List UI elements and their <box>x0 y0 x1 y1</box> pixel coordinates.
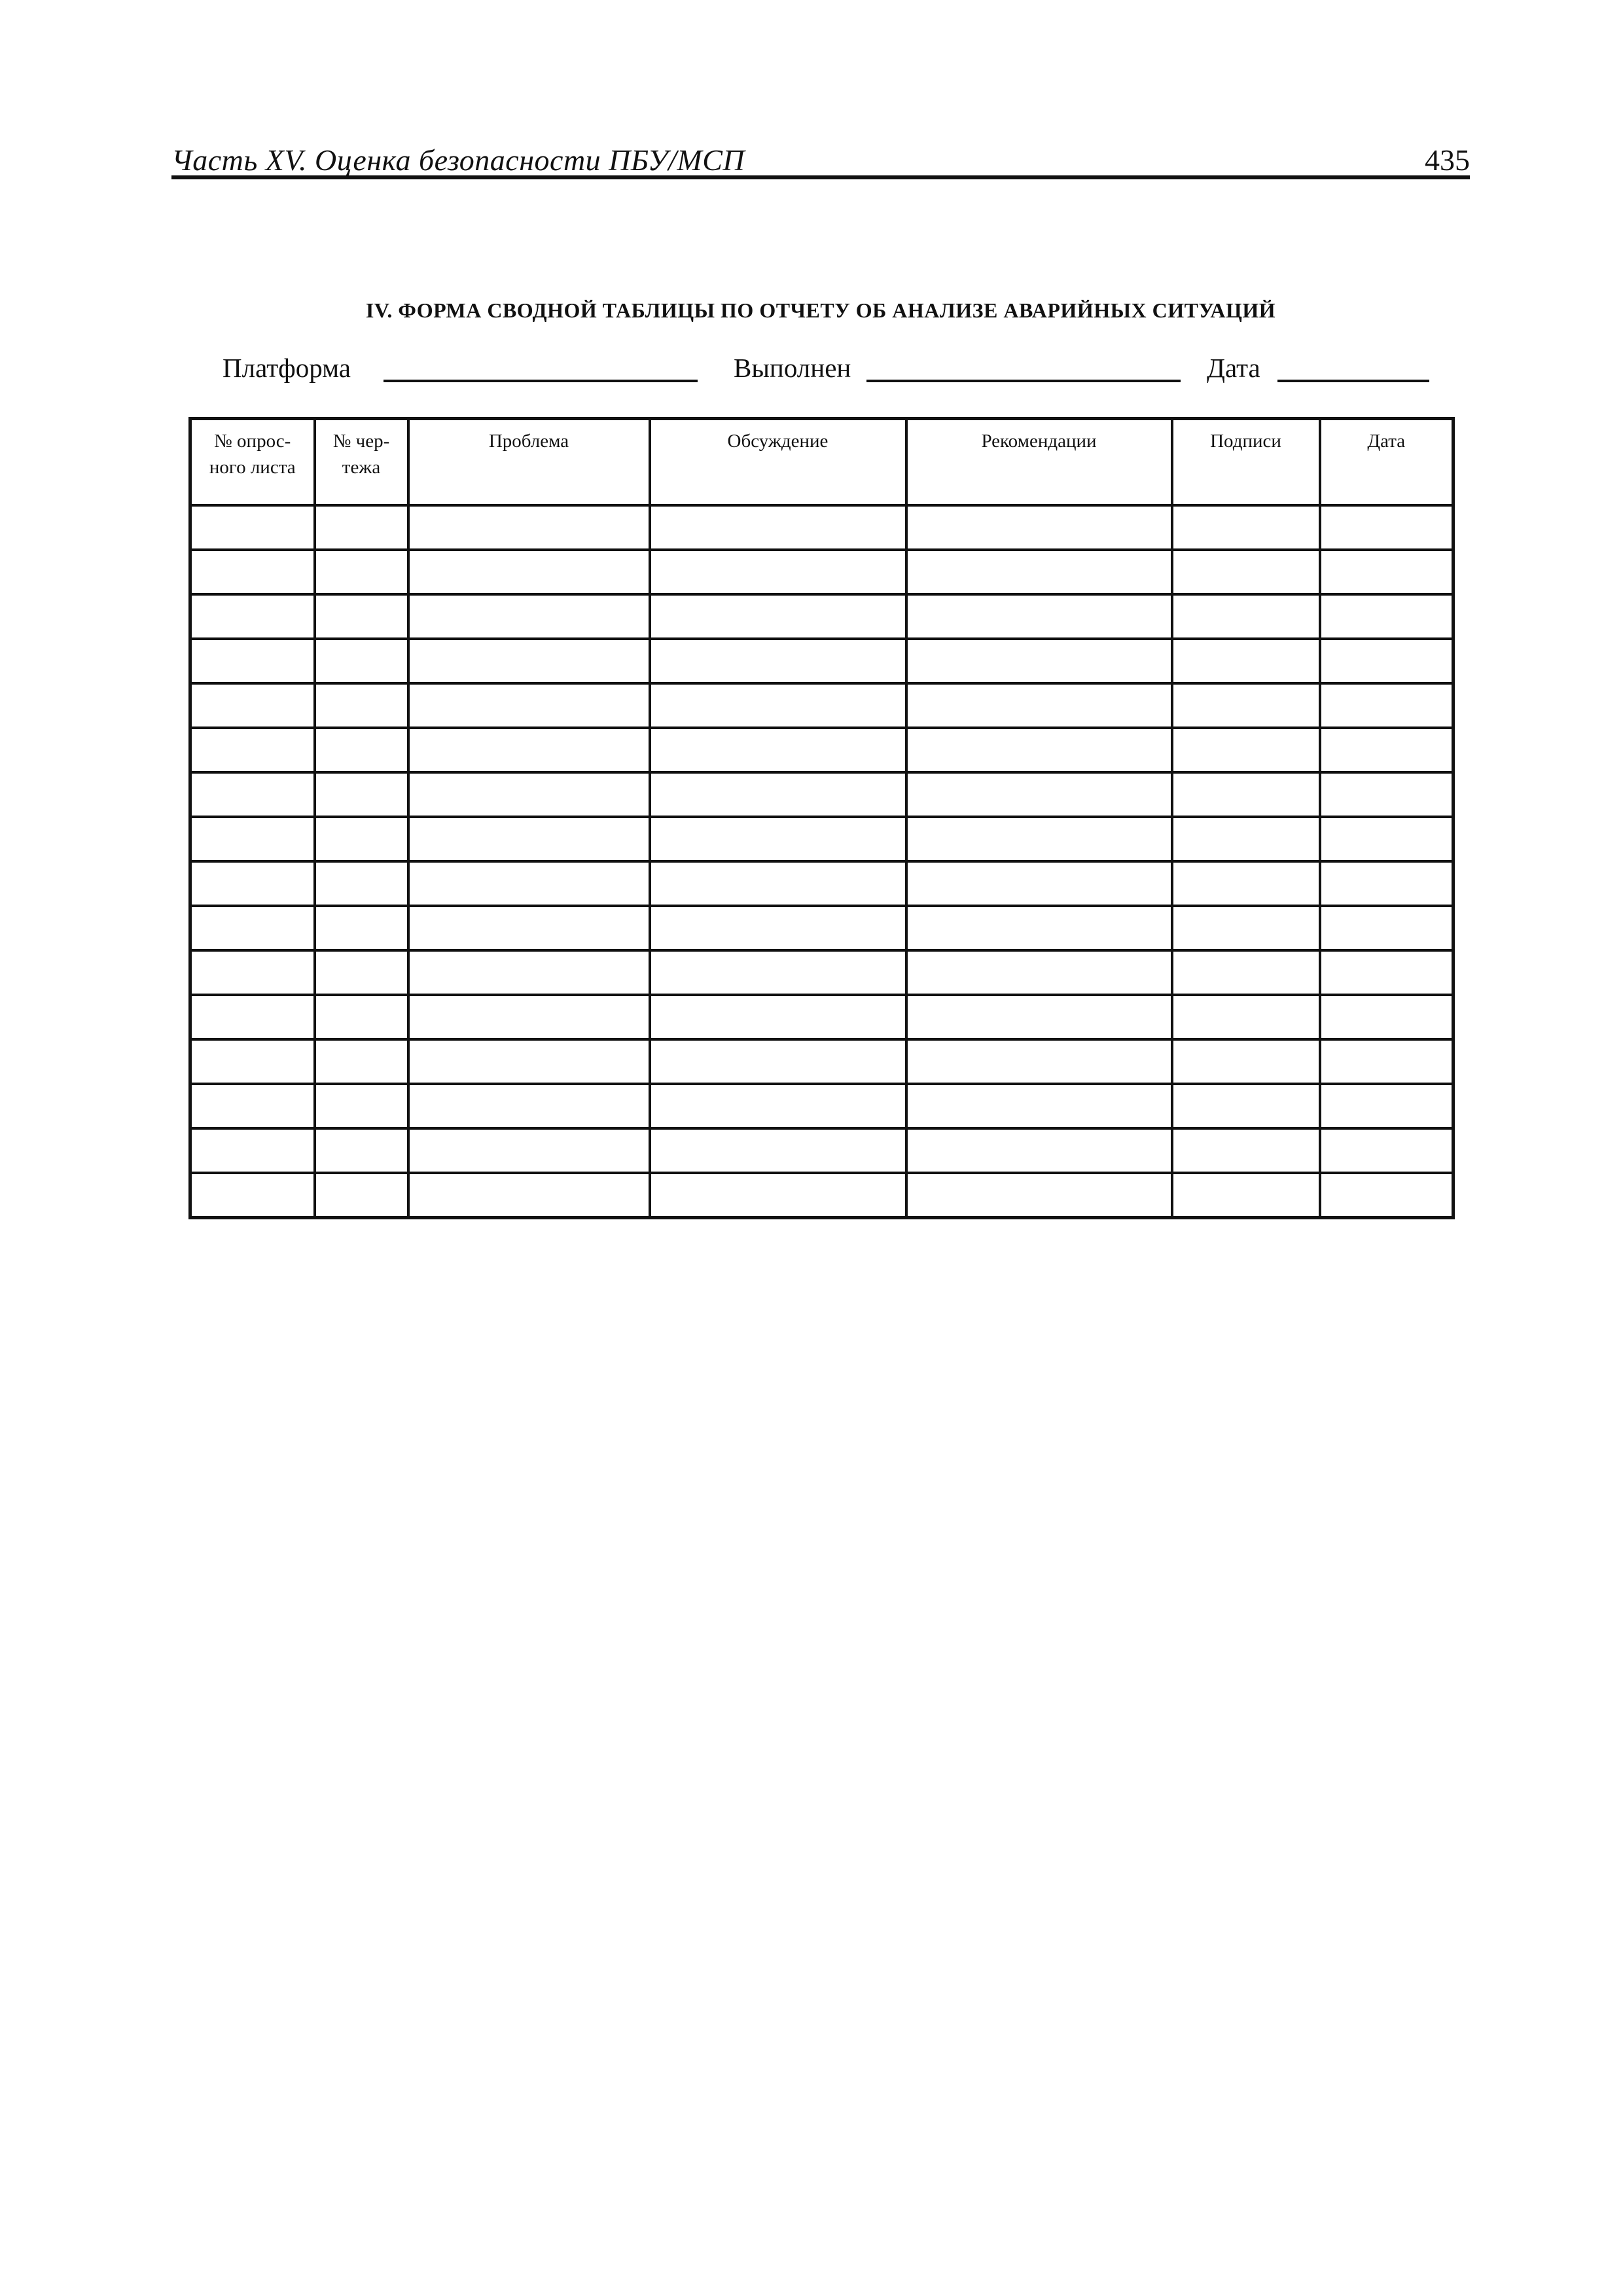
table-cell[interactable] <box>408 1084 650 1128</box>
table-row <box>190 995 1454 1039</box>
table-cell[interactable] <box>1320 1039 1454 1084</box>
table-cell[interactable] <box>650 1173 906 1218</box>
summary-table <box>188 417 1455 1219</box>
table-cell[interactable] <box>906 639 1172 683</box>
table-row <box>190 728 1454 772</box>
table-cell[interactable] <box>315 817 408 861</box>
table-cell[interactable] <box>1320 772 1454 817</box>
date-field[interactable] <box>1277 380 1429 382</box>
table-header-row <box>190 419 1454 506</box>
table-cell[interactable] <box>190 505 315 550</box>
table-cell[interactable] <box>1320 683 1454 728</box>
header-rule <box>171 175 1470 179</box>
table-cell[interactable] <box>1172 906 1320 950</box>
table-cell[interactable] <box>906 683 1172 728</box>
table-cell[interactable] <box>906 995 1172 1039</box>
table-cell[interactable] <box>190 817 315 861</box>
table-cell[interactable] <box>190 1084 315 1128</box>
page-number: 435 <box>1425 143 1470 177</box>
table-cell[interactable] <box>190 1039 315 1084</box>
table-cell[interactable] <box>650 1128 906 1173</box>
table-cell[interactable] <box>315 1084 408 1128</box>
table-row <box>190 817 1454 861</box>
table-row <box>190 1039 1454 1084</box>
table-cell[interactable] <box>315 728 408 772</box>
table-cell[interactable] <box>650 505 906 550</box>
table-cell[interactable] <box>408 594 650 639</box>
table-cell[interactable] <box>408 772 650 817</box>
table-row <box>190 639 1454 683</box>
column-header-line: № чер- <box>332 431 390 452</box>
done-label: Выполнен <box>734 353 851 383</box>
table-cell[interactable] <box>1172 683 1320 728</box>
table-cell[interactable] <box>906 950 1172 995</box>
table-cell[interactable] <box>190 550 315 594</box>
table-cell[interactable] <box>650 772 906 817</box>
table-row <box>190 950 1454 995</box>
table-cell[interactable] <box>408 1039 650 1084</box>
table-cell[interactable] <box>408 861 650 906</box>
table-cell[interactable] <box>408 683 650 728</box>
table-row <box>190 1173 1454 1218</box>
table-cell[interactable] <box>906 728 1172 772</box>
table-cell[interactable] <box>315 995 408 1039</box>
table-cell[interactable] <box>190 728 315 772</box>
table-cell[interactable] <box>650 639 906 683</box>
table-cell[interactable] <box>408 906 650 950</box>
table-cell[interactable] <box>906 906 1172 950</box>
column-header-problem <box>408 419 650 506</box>
table-cell[interactable] <box>408 1173 650 1218</box>
platform-field[interactable] <box>383 380 698 382</box>
column-header-line: Дата <box>1367 431 1406 452</box>
table-cell[interactable] <box>1172 550 1320 594</box>
column-header-line: Подписи <box>1210 431 1281 452</box>
table-cell[interactable] <box>315 950 408 995</box>
table-cell[interactable] <box>1320 906 1454 950</box>
table-cell[interactable] <box>1172 861 1320 906</box>
column-header-discussion <box>650 419 906 506</box>
table-cell[interactable] <box>315 1173 408 1218</box>
table-cell[interactable] <box>408 639 650 683</box>
table-cell[interactable] <box>906 772 1172 817</box>
table-cell[interactable] <box>906 550 1172 594</box>
table-cell[interactable] <box>408 550 650 594</box>
table-cell[interactable] <box>1320 995 1454 1039</box>
table-cell[interactable] <box>906 1039 1172 1084</box>
column-header-recommendations <box>906 419 1172 506</box>
table-cell[interactable] <box>190 772 315 817</box>
table-cell[interactable] <box>1172 639 1320 683</box>
table-cell[interactable] <box>1172 995 1320 1039</box>
column-header-line: Проблема <box>488 431 569 452</box>
table-row <box>190 1084 1454 1128</box>
table-cell[interactable] <box>1320 861 1454 906</box>
table-cell[interactable] <box>190 594 315 639</box>
table-cell[interactable] <box>190 861 315 906</box>
table-row <box>190 594 1454 639</box>
table-cell[interactable] <box>190 639 315 683</box>
table-cell[interactable] <box>315 1039 408 1084</box>
table-cell[interactable] <box>650 995 906 1039</box>
table-cell[interactable] <box>408 995 650 1039</box>
table-row <box>190 1128 1454 1173</box>
table-cell[interactable] <box>315 550 408 594</box>
table-cell[interactable] <box>650 683 906 728</box>
date-label: Дата <box>1207 353 1260 383</box>
table-cell[interactable] <box>315 906 408 950</box>
table-cell[interactable] <box>1320 550 1454 594</box>
table-cell[interactable] <box>906 1173 1172 1218</box>
table-cell[interactable] <box>906 505 1172 550</box>
table-cell[interactable] <box>1320 1173 1454 1218</box>
column-header-drawing-no <box>315 419 408 506</box>
table-cell[interactable] <box>1172 950 1320 995</box>
table-cell[interactable] <box>1320 1128 1454 1173</box>
table-cell[interactable] <box>1172 505 1320 550</box>
table-cell[interactable] <box>1172 728 1320 772</box>
table-row <box>190 505 1454 550</box>
table-cell[interactable] <box>190 683 315 728</box>
table-cell[interactable] <box>408 728 650 772</box>
table-cell[interactable] <box>315 639 408 683</box>
column-header-line: тежа <box>342 457 381 478</box>
table-cell[interactable] <box>650 550 906 594</box>
table-cell[interactable] <box>650 1084 906 1128</box>
table-cell[interactable] <box>190 995 315 1039</box>
table-row <box>190 683 1454 728</box>
done-field[interactable] <box>866 380 1181 382</box>
table-cell[interactable] <box>906 1128 1172 1173</box>
table-cell[interactable] <box>315 505 408 550</box>
table-cell[interactable] <box>1172 817 1320 861</box>
table-cell[interactable] <box>906 594 1172 639</box>
table-cell[interactable] <box>906 861 1172 906</box>
table-cell[interactable] <box>1320 1084 1454 1128</box>
running-title: Часть XV. Оценка безопасности ПБУ/МСП <box>171 143 745 177</box>
table-cell[interactable] <box>408 817 650 861</box>
table-cell[interactable] <box>650 1039 906 1084</box>
table-cell[interactable] <box>1172 1039 1320 1084</box>
table-row <box>190 550 1454 594</box>
table-cell[interactable] <box>1320 950 1454 995</box>
table-cell[interactable] <box>650 728 906 772</box>
column-header-line: № опрос- <box>214 431 291 452</box>
table-cell[interactable] <box>650 950 906 995</box>
table-cell[interactable] <box>906 817 1172 861</box>
table-cell[interactable] <box>315 1128 408 1173</box>
table-cell[interactable] <box>1320 594 1454 639</box>
table-row <box>190 861 1454 906</box>
table-cell[interactable] <box>190 906 315 950</box>
table-cell[interactable] <box>190 1128 315 1173</box>
table-cell[interactable] <box>1320 639 1454 683</box>
table-cell[interactable] <box>906 1084 1172 1128</box>
table-row <box>190 906 1454 950</box>
table-cell[interactable] <box>408 950 650 995</box>
column-header-line: Рекомендации <box>981 431 1097 452</box>
table-cell[interactable] <box>408 505 650 550</box>
column-header-questionnaire-no <box>190 419 315 506</box>
table-cell[interactable] <box>650 594 906 639</box>
table-cell[interactable] <box>1320 817 1454 861</box>
table-cell[interactable] <box>1172 594 1320 639</box>
table-cell[interactable] <box>190 950 315 995</box>
table-row <box>190 772 1454 817</box>
table-cell[interactable] <box>1172 772 1320 817</box>
column-header-signatures <box>1172 419 1320 506</box>
table-cell[interactable] <box>1320 728 1454 772</box>
table-cell[interactable] <box>1172 1084 1320 1128</box>
table-cell[interactable] <box>650 906 906 950</box>
table-cell[interactable] <box>1320 505 1454 550</box>
column-header-line: ного листа <box>209 457 296 478</box>
table-cell[interactable] <box>1172 1128 1320 1173</box>
column-header-date <box>1320 419 1454 506</box>
platform-label: Платформа <box>223 353 351 383</box>
table-cell[interactable] <box>1172 1173 1320 1218</box>
table-cell[interactable] <box>315 594 408 639</box>
table-cell[interactable] <box>315 683 408 728</box>
table-body <box>190 505 1454 1218</box>
table-cell[interactable] <box>650 861 906 906</box>
table-cell[interactable] <box>408 1128 650 1173</box>
table-cell[interactable] <box>190 1173 315 1218</box>
table-cell[interactable] <box>315 861 408 906</box>
table-cell[interactable] <box>315 772 408 817</box>
table-cell[interactable] <box>650 817 906 861</box>
running-head <box>171 139 1470 178</box>
column-header-line: Обсуждение <box>727 431 829 452</box>
form-title: IV. ФОРМА СВОДНОЙ ТАБЛИЦЫ ПО ОТЧЕТУ ОБ АНАЛИЗЕ АВАРИЙНЫХ СИТУАЦИЙ <box>365 298 1276 322</box>
